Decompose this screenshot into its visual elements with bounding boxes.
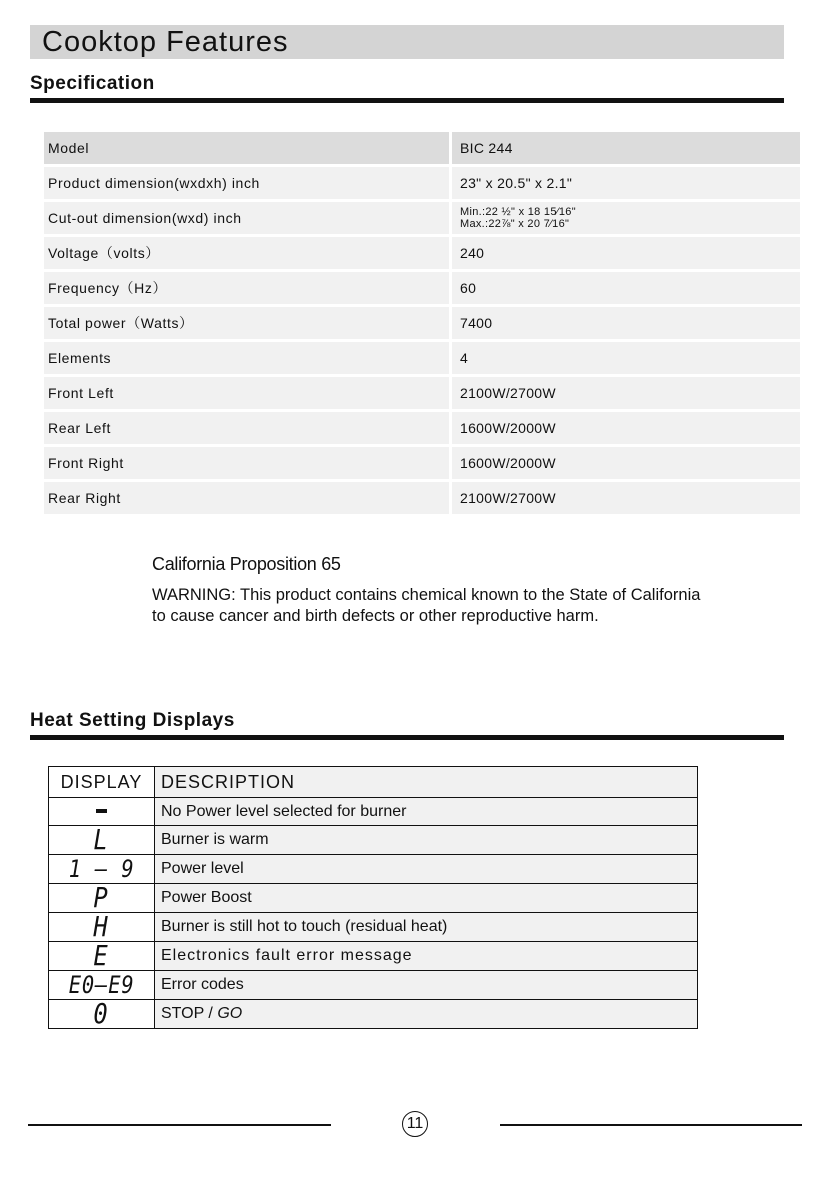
page-title: Cooktop Features: [42, 26, 289, 58]
segment-E0-E9: E0–E9: [68, 971, 135, 999]
specification-heading: Specification: [30, 73, 155, 94]
spec-value: [452, 202, 800, 234]
table-row: [44, 482, 800, 514]
display-symbol: [49, 798, 155, 826]
prop65-title: California Proposition 65: [152, 554, 341, 574]
spec-label: Model: [44, 132, 449, 164]
spec-value: 4: [452, 342, 800, 374]
cutout-min: Min.:22 ½" x 18 15⁄16": [460, 206, 576, 218]
table-row: [49, 826, 698, 855]
display-symbol: [49, 997, 155, 1030]
spec-value: 1600W/2000W: [452, 447, 800, 479]
spec-label: Rear Left: [44, 412, 449, 444]
spec-value: 2100W/2700W: [452, 482, 800, 514]
spec-value: 7400: [452, 307, 800, 339]
heat-settings-table: [48, 766, 698, 1029]
spec-value: BIC 244: [452, 132, 800, 164]
table-row: [49, 884, 698, 913]
spec-value: 2100W/2700W: [452, 377, 800, 409]
table-row: [44, 132, 800, 164]
table-row: [49, 855, 698, 884]
go-text: GO: [217, 1005, 243, 1022]
table-row: [44, 272, 800, 304]
display-symbol: [49, 881, 155, 914]
display-description: Electronics fault error message: [155, 942, 698, 971]
column-header-display: DISPLAY: [49, 767, 155, 798]
spec-value: 60: [452, 272, 800, 304]
table-row: [44, 202, 800, 234]
display-symbol: [49, 910, 155, 943]
table-row: [49, 942, 698, 971]
table-row: [44, 377, 800, 409]
spec-label: Elements: [44, 342, 449, 374]
spec-label: Frequency（Hz）: [44, 272, 449, 304]
spec-value: 23" x 20.5" x 2.1": [452, 167, 800, 199]
table-row: [44, 307, 800, 339]
cutout-max: Max.:22⅞" x 20 7⁄16": [460, 218, 570, 230]
spec-label: Front Right: [44, 447, 449, 479]
spec-label: Rear Right: [44, 482, 449, 514]
segment-H: H: [93, 910, 110, 943]
display-description: Power Boost: [155, 884, 698, 913]
specification-table: [44, 132, 800, 517]
spec-label: Cut-out dimension(wxd) inch: [44, 202, 449, 234]
heat-settings-heading: Heat Setting Displays: [30, 710, 235, 731]
spec-value: 240: [452, 237, 800, 269]
display-description: No Power level selected for burner: [155, 798, 698, 826]
spec-value: 1600W/2000W: [452, 412, 800, 444]
table-row: [44, 412, 800, 444]
display-description: [155, 1000, 698, 1029]
display-symbol: [49, 823, 155, 856]
segment-1-9: 1 – 9: [68, 855, 135, 883]
spec-label: Voltage（volts）: [44, 237, 449, 269]
spec-label: Product dimension(wxdxh) inch: [44, 167, 449, 199]
table-row: [44, 447, 800, 479]
table-row: [44, 342, 800, 374]
display-description: Error codes: [155, 971, 698, 1000]
table-row: [49, 913, 698, 942]
page-title-bar: [30, 25, 784, 59]
table-header-row: [49, 767, 698, 798]
stop-text: STOP /: [161, 1005, 218, 1022]
display-symbol: [49, 971, 155, 1000]
heat-settings-rule: [30, 735, 784, 740]
prop65-warning-text: WARNING: This product contains chemical known to the State of California to cause cancer and birth defects or other reproductive harm.: [152, 586, 701, 625]
display-description: Burner is warm: [155, 826, 698, 855]
spec-label: Front Left: [44, 377, 449, 409]
segment-E: E: [93, 939, 110, 972]
spec-label: Total power（Watts）: [44, 307, 449, 339]
segment-0: 0: [93, 997, 110, 1030]
column-header-description: DESCRIPTION: [155, 767, 698, 798]
specification-rule: [30, 98, 784, 103]
table-row: [49, 798, 698, 826]
page-number: 11: [402, 1111, 428, 1137]
display-description: Burner is still hot to touch (residual heat): [155, 913, 698, 942]
segment-P: P: [93, 881, 110, 914]
table-row: [44, 237, 800, 269]
segment-L: L: [93, 823, 110, 856]
table-row: [49, 971, 698, 1000]
footer-rule-right: [500, 1124, 802, 1126]
table-row: [49, 1000, 698, 1029]
display-description: Power level: [155, 855, 698, 884]
footer-rule-left: [28, 1124, 331, 1126]
display-symbol: [49, 855, 155, 884]
dash-symbol-icon: [96, 809, 107, 813]
display-symbol: [49, 939, 155, 972]
table-row: [44, 167, 800, 199]
